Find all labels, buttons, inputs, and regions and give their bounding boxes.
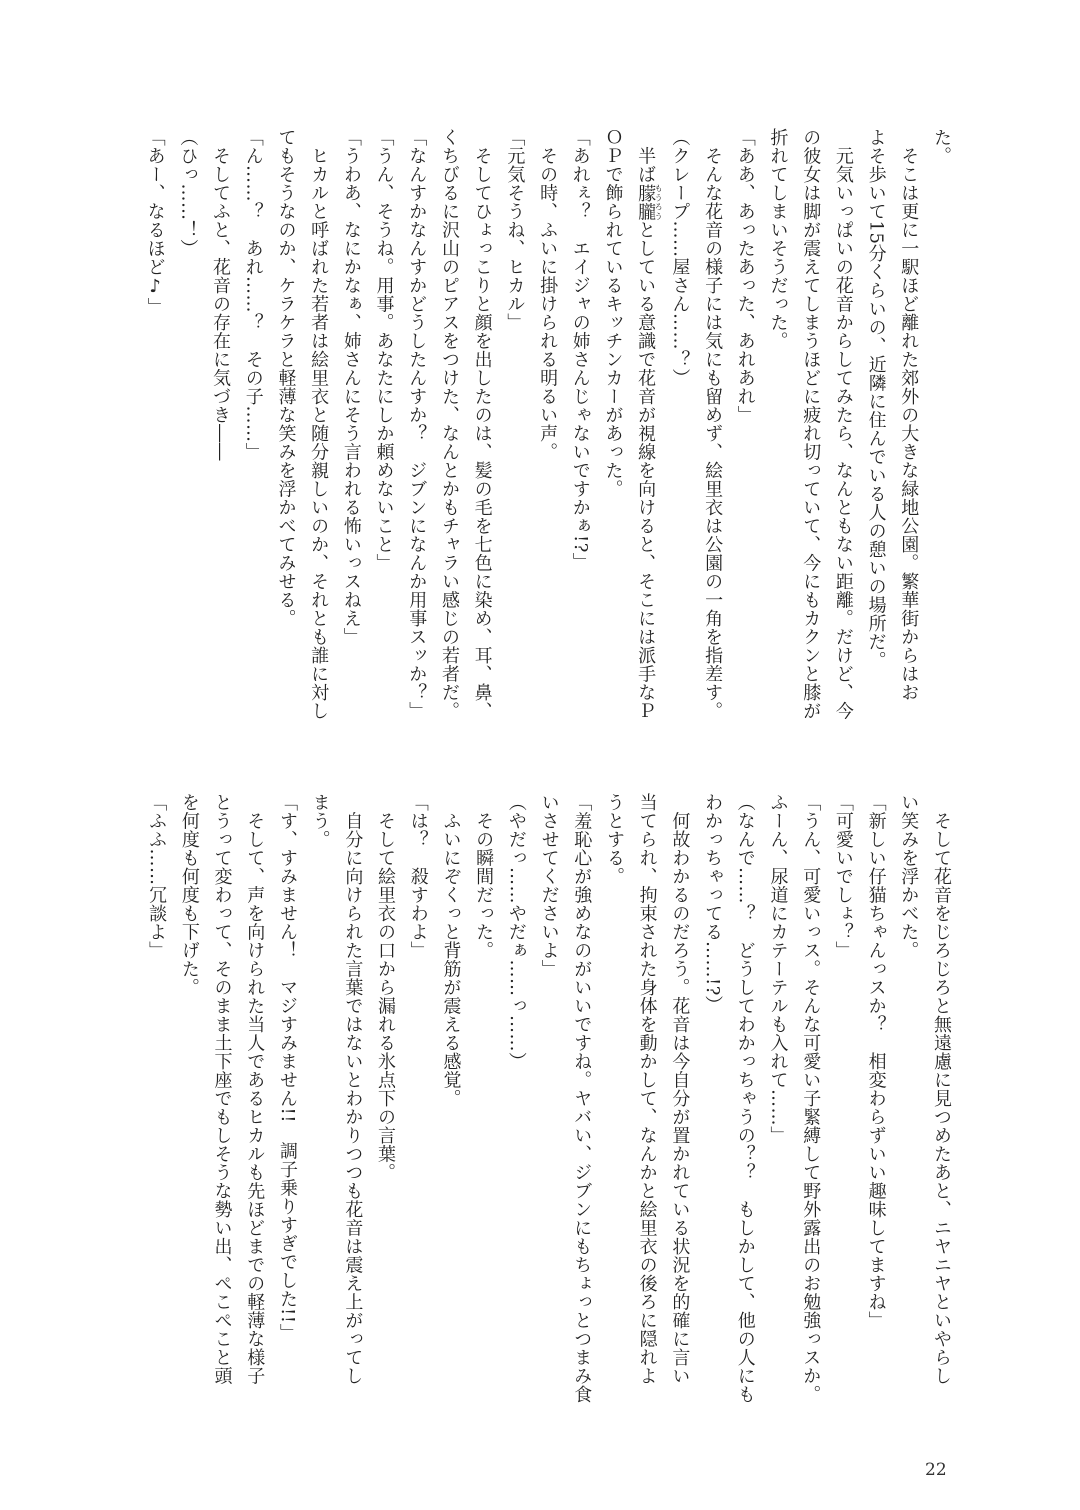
text-line: 「なんすかなんすかどうしたんすか？ ジブンになんか用事スッか？」 [406,128,428,720]
text-line: ふーん、尿道にカテーテルも入れて……」 [767,793,789,1145]
text-line: その瞬間だった。 [473,793,495,960]
text-line [628,128,662,718]
page-number: 22 [925,1460,947,1480]
text-line: 元気いっぱいの花音からしてみたら、なんともない距離。だけど、今 [832,128,854,720]
text-line: を何度も何度も下げた。 [178,793,200,997]
text-line: 「は？ 殺すわよ」 [407,793,429,960]
text-line: いさせてくださいよ」 [538,793,560,978]
text-line: い笑みを浮かべた。 [898,793,920,960]
text-line: （ひっ……！） [177,128,199,258]
text-line: そして絵里衣の口から漏れる氷点下の言葉。 [375,793,397,1182]
text-fragment: としている意識で花音が視線を向けると、そこには派手なＰ [635,220,657,720]
text-line: そこは更に一駅ほど離れた郊外の大きな緑地公園。繁華街からはお [898,128,920,702]
text-line: 「あれぇ？ エイジャの姉さんじゃないですかぁ!?」 [569,128,591,572]
text-line: 何故わかるのだろう。花音は今自分が置かれている状況を的確に言い [669,793,691,1385]
text-line: うとする。 [603,793,625,886]
text-line: 「可愛いでしょ？」 [832,793,854,960]
text-line: そして花音をじろじろと無遠慮に見つめたあと、ニヤニヤといやらし [931,793,952,1385]
text-line: 折れてしまいそうだった。 [767,128,789,350]
text-line: とうって変わって、そのまま土下座でもしそうな勢い出、ぺこぺこと頭 [211,793,233,1385]
text-line: 当てられ、拘束された身体を動かして、なんかと絵里衣の後ろに隠れよ [636,793,658,1385]
text-line: 「あー、なるほど♪」 [144,128,166,316]
text-line: よそ歩いて15分くらいの、近隣に住んでいる人の憩いの場所だ。 [865,128,887,670]
ruby-annotation [635,183,664,221]
text-line: （なんで……？ どうしてわかっちゃうの？？ もしかして、他の人にも [734,793,756,1404]
text-line: わかっちゃってる……!?） [702,793,724,1015]
text-line: てもそうなのか、ケラケラと軽薄な笑みを浮かべてみせる。 [275,128,297,628]
text-line: （クレープ……屋さん……？） [669,128,691,387]
text-line: ＯＰで飾られているキッチンカーがあった。 [602,128,624,498]
text-line: 「す、すみません！ マジすみません!! 調子乗りすぎでした!!」 [276,793,298,1342]
text-line: 「ああ、あったあった、あれあれ」 [734,128,756,424]
text-line: そしてふと、花音の存在に気づき―― [210,128,232,461]
text-line: 自分に向けられた言葉ではないとわかりつつも花音は震え上がってし [342,793,364,1385]
text-line: 「元気そうね、ヒカル」 [504,128,526,332]
text-line: その時、ふいに掛けられる明るい声。 [537,128,559,461]
text-line: た。 [931,128,952,165]
text-line: 「新しい仔猫ちゃんっスか？ 相変わらずいい趣味してますね」 [865,793,887,1330]
ruby-base: 朦朧 [635,183,657,221]
text-fragment: 半ば [635,128,657,184]
text-line: そんな花音の様子には気にも留めず、絵里衣は公園の一角を指差す。 [702,128,724,720]
text-line: 「ん……？ あれ……？ その子……」 [242,128,264,461]
ruby-reading: もうろう [654,183,664,221]
text-line: くちびるに沢山のピアスをつけた、なんとかもチャラい感じの若者だ。 [438,128,460,720]
text-line: そしてひょっこりと顔を出したのは、髪の毛を七色に染め、耳、鼻、 [471,128,493,720]
text-line: ふいにぞくっと背筋が震える感覚。 [440,793,462,1108]
text-block-bottom [139,793,957,1404]
text-line: の彼女は脚が震えてしまうほどに疲れ切っていて、今にもカクンと膝が [800,128,822,720]
text-line: （やだっ……やだぁ……っ……） [505,793,527,1071]
text-line: 「ふふ……冗談よ」 [146,793,168,960]
text-block-top [139,128,957,718]
text-line: 「うわあ、なにかなぁ、姉さんにそう言われる怖いっスねえ」 [340,128,362,646]
text-line: ヒカルと呼ばれた若者は絵里衣と随分親しいのか、それとも誰に対し [308,128,330,720]
text-line: そして、声を向けられた当人であるヒカルも先ほどまでの軽薄な様子 [244,793,266,1385]
text-line: まう。 [309,793,331,849]
text-line: 「うん、そうね。用事。あなたにしか頼めないこと」 [373,128,395,572]
text-line: 「うん、可愛いっス。そんな可愛い子緊縛して野外露出のお勉強っスか。 [800,793,822,1404]
text-line: 「羞恥心が強めなのがいいですね。ヤバい、ジブンにもちょっとつまみ食 [571,793,593,1404]
